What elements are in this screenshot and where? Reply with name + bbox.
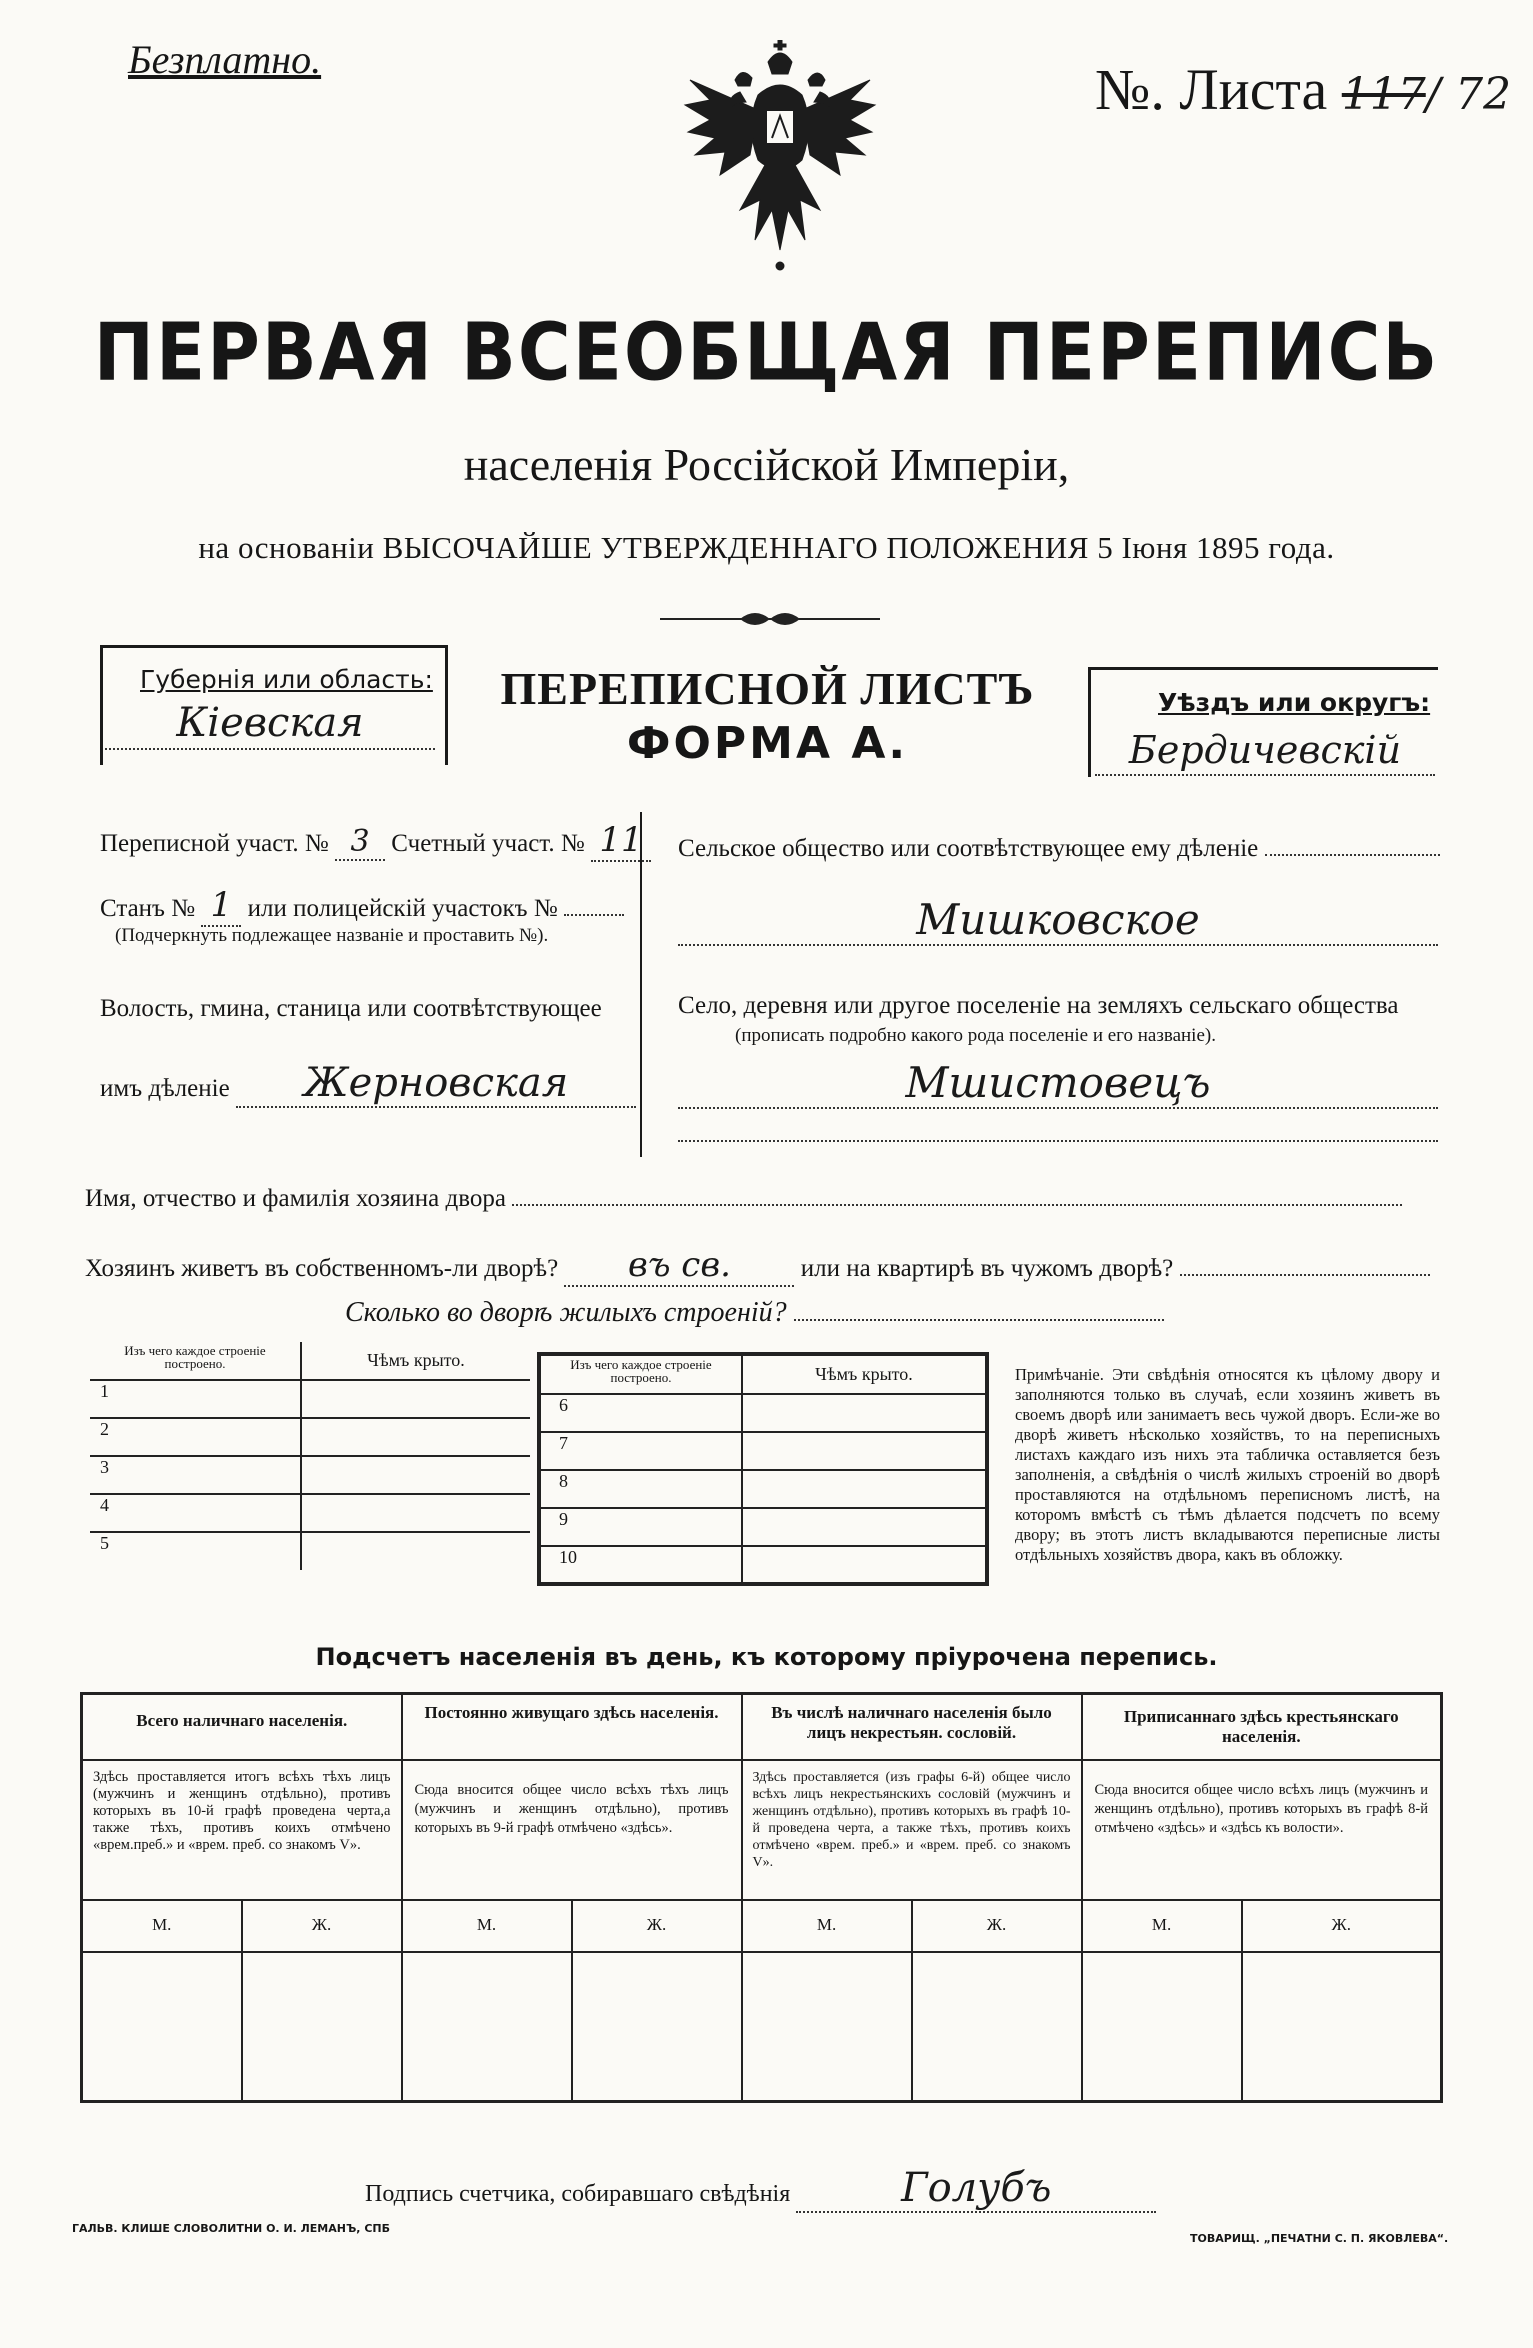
count-col-2-head: Постоянно живущаго здѣсь населенія.: [424, 1703, 719, 1722]
legal-basis: на основаніи ВЫСОЧАЙШЕ УТВЕРЖДЕННАГО ПОЛОЖЕНИЯ 5 Іюня 1895 года.: [198, 530, 1335, 565]
col-material: Изъ чего каждое строеніе построено.: [124, 1343, 266, 1371]
count-col-1-head: Всего наличнаго населенія.: [136, 1711, 348, 1730]
sheet-number-label: №. Листа 117/ 72: [1095, 57, 1512, 122]
count-col-2-text: Сюда вносится общее число всѣхъ тѣхъ лицъ (мужчинъ и женщинъ отдѣльно), противъ которыхъ въ 9-й графѣ отмѣчено «здѣсь».: [414, 1781, 729, 1836]
count-col-1-text: Здѣсь проставляется итогъ всѣхъ тѣхъ лицъ (мужчинъ и женщинъ отдѣльно), противъ которыхъ въ 10-й графѣ проведена черта,а также тѣхъ, противъ коихъ отмѣчено «врем.преб.» и «врем. преб. со знакомъ V».: [93, 1768, 391, 1853]
count-cell: [742, 1952, 912, 2102]
buildings-note: Примѣчаніе. Эти свѣдѣнія относятся къ цѣлому двору и заполняются только въ случаѣ, если хозяинъ живетъ въ своемъ дворѣ или занимаетъ весь чужой дворъ. Если-же во дворѣ живетъ нѣсколько хозяйствъ, то на переписныхъ листахъ каждаго изъ нихъ эта табличка оставляется безъ заполненія, а свѣдѣнія о числѣ жилыхъ строеній во дворѣ проставляются на отдѣльномъ переписномъ листѣ, на которомъ вмѣстѣ съ тѣмъ дѣлается подсчетъ по всему двору; въ этотъ листъ вкладываются переписные листы отдѣльныхъ хозяйствъ двора, какъ въ обложку.: [1015, 1365, 1440, 1564]
male-header: М.: [476, 1914, 497, 1934]
owner-lives-value: въ св.: [564, 1245, 794, 1287]
sheet-number: 72: [1455, 69, 1512, 120]
census-area-label: Переписной участ. №: [100, 830, 329, 857]
owner-name-label: Имя, отчество и фамилія хозяина двора: [85, 1185, 506, 1212]
volost-label: Волость, гмина, станица или соотвѣтствующее: [100, 995, 602, 1022]
female-header: Ж.: [646, 1914, 667, 1934]
count-cell: [402, 1952, 572, 2102]
count-col-3-head: Въ числѣ наличнаго населенія было лицъ некрестьян. сословій.: [771, 1703, 1052, 1742]
census-area-number: 3: [335, 824, 385, 861]
buildings-table-left: [90, 1342, 530, 1570]
printer-left: ГАЛЬВ. КЛИШЕ СЛОВОЛИТНИ О. И. ЛЕМАНЪ, СПБ: [72, 2222, 390, 2235]
buildings-table-right: [537, 1352, 989, 1586]
col-roof: Чѣмъ крыто.: [815, 1364, 913, 1384]
village-value: Мшистовецъ: [678, 1058, 1438, 1109]
count-title: Подсчетъ населенія въ день, къ которому пріурочена перепись.: [315, 1643, 1218, 1671]
apartment-label: или на квартирѣ въ чужомъ дворѣ?: [800, 1255, 1174, 1282]
building-row-10: 10: [559, 1547, 577, 1567]
count-col-3-text: Здѣсь проставляется (изъ графы 6-й) общее число всѣхъ лицъ некрестьянскихъ сословій (мужчинъ и женщинъ отдѣльно), противъ которыхъ въ графѣ 10-й проведена черта, а также тѣхъ, противъ коихъ отмѣчено «врем. преб.» и «врем. преб. со знакомъ V».: [752, 1769, 1071, 1870]
buildings-question: Сколько во дворѣ жилыхъ строеній?: [345, 1297, 787, 1328]
male-header: М.: [152, 1914, 172, 1934]
guberniya-value: Кіевская: [105, 700, 435, 750]
sheet-number-struck: 117: [1341, 69, 1426, 120]
form-name: ФОРМА А.: [626, 718, 909, 769]
free-label: Безплатно.: [128, 37, 322, 82]
building-row-2: 2: [100, 1419, 109, 1439]
count-area-number: 11: [591, 820, 651, 862]
col-material: Изъ чего каждое строеніе построено.: [570, 1357, 712, 1385]
building-row-8: 8: [559, 1471, 568, 1491]
count-cell: [82, 1952, 242, 2102]
building-row-7: 7: [559, 1433, 568, 1453]
count-col-4-head: Приписаннаго здѣсь крестьянскаго населенія.: [1123, 1707, 1399, 1746]
printer-right: ТОВАРИЩ. „ПЕЧАТНИ С. П. ЯКОВЛЕВА“.: [1190, 2232, 1449, 2245]
village-note: (прописать подробно какого рода поселеніе и его названіе).: [735, 1025, 1216, 1046]
underline-note: (Подчеркнуть подлежащее названіе и проставить №).: [115, 925, 549, 946]
signature: Голубъ: [796, 2165, 1156, 2213]
stan-number: 1: [201, 885, 241, 927]
building-row-3: 3: [100, 1457, 109, 1477]
female-header: Ж.: [1331, 1914, 1351, 1934]
male-header: М.: [816, 1914, 837, 1934]
volost-value: Жерновская: [236, 1060, 636, 1108]
building-row-1: 1: [100, 1381, 109, 1401]
female-header: Ж.: [311, 1914, 332, 1934]
page-subtitle: населенія Россійской Имперіи,: [463, 439, 1070, 490]
building-row-9: 9: [559, 1509, 568, 1529]
building-row-5: 5: [100, 1533, 109, 1553]
count-cell: [1082, 1952, 1242, 2102]
signature-label: Подпись счетчика, собиравшаго свѣдѣнія: [365, 2181, 791, 2207]
ornament-divider-icon: [660, 604, 880, 634]
owner-name-field: [512, 1204, 1402, 1206]
coat-of-arms-icon: [680, 40, 880, 290]
count-cell: [572, 1952, 742, 2102]
society-label: Сельское общество или соотвѣтствующее ему дѣленіе: [678, 835, 1259, 862]
village-label: Село, деревня или другое поселеніе на земляхъ сельскаго общества: [678, 992, 1399, 1019]
count-cell: [242, 1952, 402, 2102]
female-header: Ж.: [986, 1914, 1007, 1934]
sheet-title: ПЕРЕПИСНОЙ ЛИСТЪ: [500, 663, 1035, 714]
police-label: или полицейскій участокъ №: [247, 895, 558, 922]
society-value: Мишковское: [678, 895, 1438, 946]
sheet-label: №. Листа: [1095, 57, 1328, 122]
owner-lives-label: Хозяинъ живетъ въ собственномъ-ли дворѣ?: [85, 1255, 559, 1282]
uezd-value: Бердичевскій: [1095, 728, 1435, 776]
page-title: ПЕРВАЯ ВСЕОБЩАЯ ПЕРЕПИСЬ: [93, 305, 1440, 399]
division-label: имъ дѣленіе: [100, 1075, 230, 1102]
count-cell: [1242, 1952, 1442, 2102]
count-area-label: Счетный участ. №: [391, 830, 585, 857]
col-roof: Чѣмъ крыто.: [367, 1350, 465, 1370]
guberniya-label: Губернія или область:: [140, 665, 433, 694]
count-cell: [912, 1952, 1082, 2102]
building-row-4: 4: [100, 1495, 109, 1515]
count-col-4-text: Сюда вносится общее число всѣхъ лицъ (мужчинъ и женщинъ отдѣльно), противъ которыхъ въ графѣ 8-й отмѣчено «здѣсь» и «здѣсь къ волости».: [1094, 1781, 1429, 1836]
building-row-6: 6: [559, 1395, 568, 1415]
male-header: М.: [1151, 1914, 1172, 1934]
population-count-table: [80, 1692, 1443, 2103]
stan-label: Станъ №: [100, 895, 196, 922]
uezd-label: Уѣздъ или округъ:: [1158, 688, 1431, 717]
